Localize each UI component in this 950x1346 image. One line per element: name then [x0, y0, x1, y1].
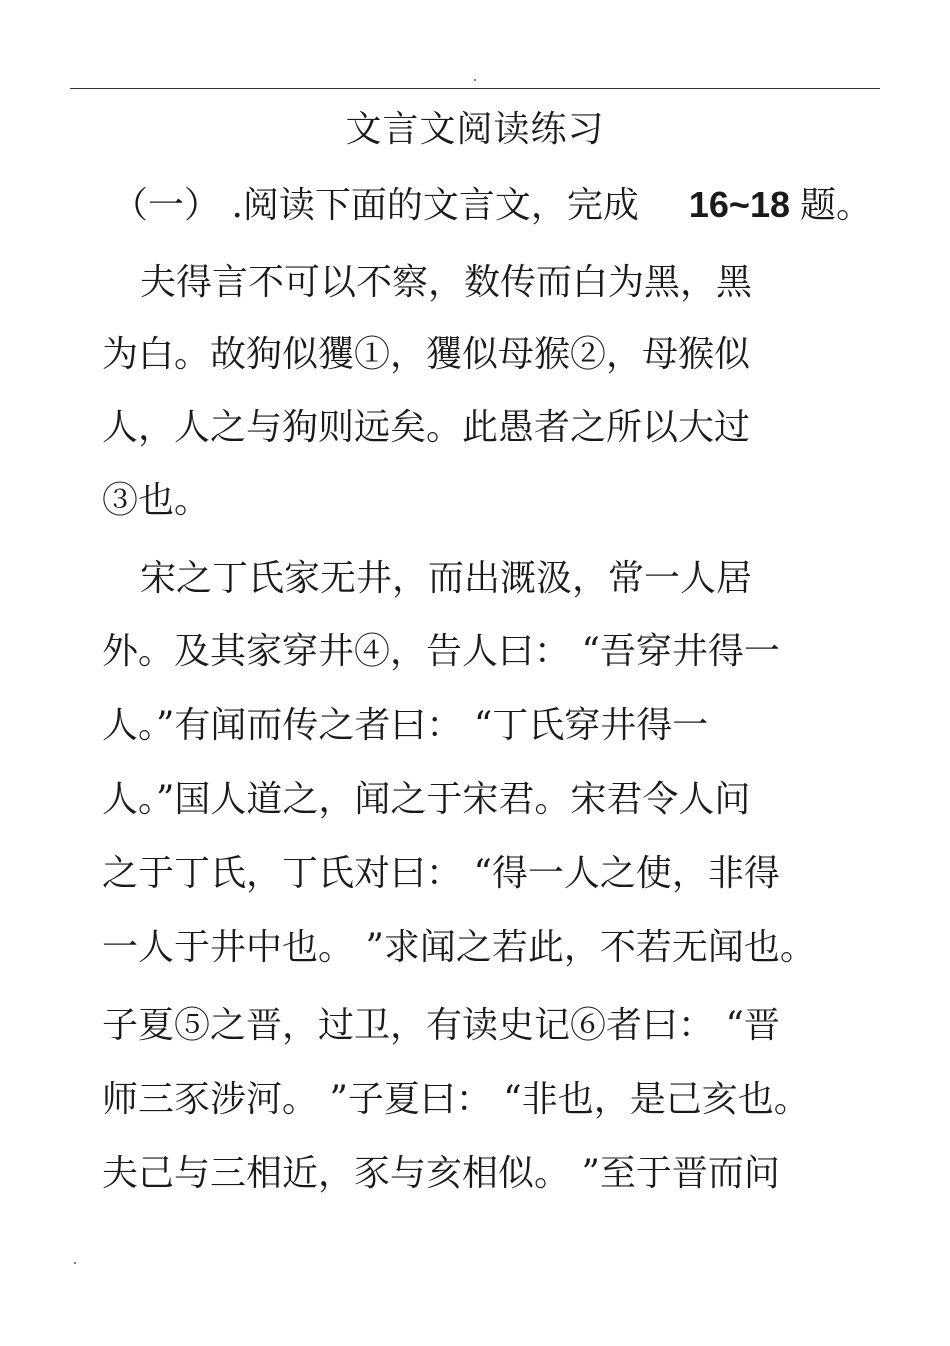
question-suffix: 题。	[800, 185, 873, 226]
passage-line: 为白。故狗似玃①，玃似母猴②，母猴似	[102, 334, 751, 375]
passage-line: 外。及其家穿井④，告人曰： “吾穿井得一	[102, 631, 780, 672]
passage-line: 子夏⑤之晋，过卫，有读史记⑥者曰： “晋	[102, 1005, 780, 1046]
passage-line: 夫己与三相近，豕与亥相似。 ”至于晋而问	[102, 1153, 780, 1194]
question-prefix: （一） .阅读下面的文言文，完成	[112, 185, 639, 226]
page-title: 文言文阅读练习	[345, 109, 605, 150]
question-heading	[112, 182, 872, 229]
passage-line: 人，人之与狗则远矣。此愚者之所以大过	[102, 407, 751, 448]
header-rule	[70, 88, 880, 89]
passage-line: 师三豕涉河。 ”子夏曰： “非也，是己亥也。	[102, 1079, 810, 1120]
header-dot	[474, 79, 476, 81]
passage-line: 人。”有闻而传之者曰： “丁氏穿井得一	[102, 705, 709, 746]
passage-line: 之于丁氏，丁氏对曰： “得一人之使，非得	[102, 853, 780, 894]
passage-line: 一人于井中也。 ”求闻之若此，不若无闻也。	[102, 927, 816, 968]
question-range: 16~18	[688, 184, 790, 225]
passage-line: ③也。	[102, 480, 211, 521]
passage-line: 人。”国人道之，闻之于宋君。宋君令人问	[102, 779, 751, 820]
passage-line: 宋之丁氏家无井，而出溉汲，常一人居	[140, 558, 753, 599]
passage-line: 夫得言不可以不察，数传而白为黑，黑	[140, 262, 753, 303]
footer-dot	[74, 1262, 76, 1264]
